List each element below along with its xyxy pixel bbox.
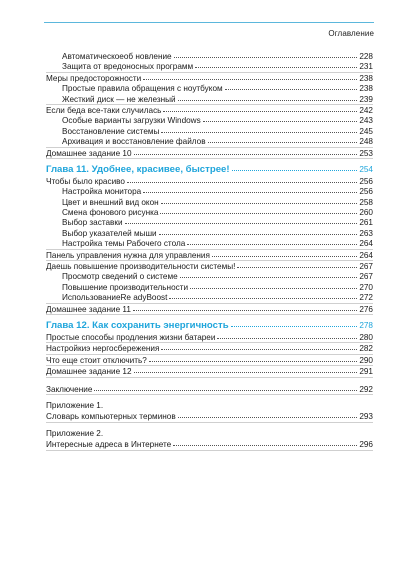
toc-entry-page: 272 bbox=[359, 293, 373, 303]
toc-entry-page: 254 bbox=[359, 164, 373, 174]
table-of-contents bbox=[46, 51, 373, 451]
dot-leader bbox=[163, 104, 357, 112]
dot-leader bbox=[212, 249, 357, 257]
dot-leader bbox=[161, 125, 357, 133]
toc-entry-title: Интересные адреса в Интернете bbox=[46, 440, 172, 450]
dot-leader bbox=[143, 185, 357, 193]
toc-entry-page: 280 bbox=[359, 332, 373, 342]
dot-leader bbox=[159, 227, 358, 235]
dot-leader bbox=[161, 196, 358, 204]
dot-leader bbox=[174, 50, 358, 58]
toc-entry-title: Простые способы продления жизни батареи bbox=[46, 332, 216, 342]
dot-leader bbox=[127, 175, 357, 183]
toc-appendix-heading: Приложение 1. bbox=[46, 400, 104, 410]
dot-leader bbox=[94, 383, 357, 391]
dot-leader bbox=[134, 365, 358, 373]
dot-leader bbox=[161, 342, 357, 350]
toc-entry-title: Даешь повышение производительности системы! bbox=[46, 262, 236, 272]
toc-entry-title: Простые правила обращения с ноутбуком bbox=[62, 84, 223, 94]
toc-entry-page: 260 bbox=[359, 208, 373, 218]
dot-leader bbox=[217, 331, 357, 339]
toc-entry[interactable] bbox=[46, 304, 373, 315]
toc-entry-title: Если беда все-таки случилась bbox=[46, 105, 162, 115]
dot-leader bbox=[160, 206, 357, 214]
toc-entry-title: Настройка монитора bbox=[62, 187, 142, 197]
toc-appendix-heading: Приложение 2. bbox=[46, 428, 104, 438]
toc-entry-title: Просмотр сведений о системе bbox=[62, 272, 178, 282]
toc-entry-page: 258 bbox=[359, 197, 373, 207]
toc-entry-page: 276 bbox=[359, 304, 373, 314]
toc-entry-page: 290 bbox=[359, 355, 373, 365]
toc-entry-title: Повышение производительности bbox=[62, 282, 189, 292]
toc-entry-page: 291 bbox=[359, 367, 373, 377]
toc-entry-title: Меры предосторожности bbox=[46, 73, 142, 83]
toc-entry[interactable] bbox=[46, 384, 373, 395]
toc-entry-title: Словарь компьютерных терминов bbox=[46, 412, 176, 422]
dot-leader bbox=[180, 270, 358, 278]
dot-leader bbox=[195, 60, 357, 68]
dot-leader bbox=[232, 163, 358, 171]
toc-entry[interactable] bbox=[46, 439, 373, 450]
toc-entry-page: 256 bbox=[359, 176, 373, 186]
toc-entry-page: 263 bbox=[359, 228, 373, 238]
toc-entry-page: 242 bbox=[359, 105, 373, 115]
toc-entry-title: Настройкиэ нергосбережения bbox=[46, 344, 160, 354]
toc-entry-title: Смена фонового рисунка bbox=[62, 208, 159, 218]
dot-leader bbox=[143, 72, 357, 80]
dot-leader bbox=[225, 82, 358, 90]
section-title: Оглавление bbox=[328, 29, 374, 38]
toc-entry-title: Защита от вредоносных программ bbox=[62, 62, 194, 72]
toc-entry-page: 267 bbox=[359, 272, 373, 282]
dot-leader bbox=[149, 354, 358, 362]
toc-entry-page: 256 bbox=[359, 187, 373, 197]
toc-entry-page: 238 bbox=[359, 84, 373, 94]
dot-leader bbox=[133, 303, 357, 311]
dot-leader bbox=[178, 410, 358, 418]
dot-leader bbox=[203, 114, 358, 122]
toc-entry-title: Выбор заставки bbox=[62, 218, 123, 228]
toc-entry-title: Цвет и внешний вид окон bbox=[62, 197, 159, 207]
dot-leader bbox=[208, 135, 358, 143]
toc-entry-page: 264 bbox=[359, 250, 373, 260]
toc-entry-page: 278 bbox=[359, 320, 373, 330]
toc-entry-title: Домашнее задание 12 bbox=[46, 367, 132, 377]
toc-entry-page: 245 bbox=[359, 126, 373, 136]
toc-entry-page: 270 bbox=[359, 282, 373, 292]
toc-entry-page: 231 bbox=[359, 62, 373, 72]
toc-entry-title: Особые варианты загрузки Windows bbox=[62, 116, 201, 126]
toc-entry-page: 296 bbox=[359, 440, 373, 450]
toc-entry-title: Архивация и восстановление файлов bbox=[62, 137, 206, 147]
toc-entry-title: Домашнее задание 11 bbox=[46, 304, 131, 314]
toc-entry-title: Выбор указателей мыши bbox=[62, 228, 157, 238]
header-rule bbox=[44, 22, 374, 23]
toc-entry-title: ИспользованиеRe adyBoost bbox=[62, 293, 168, 303]
toc-entry-page: 282 bbox=[359, 344, 373, 354]
dot-leader bbox=[134, 147, 358, 155]
toc-entry-page: 228 bbox=[359, 52, 373, 61]
dot-leader bbox=[173, 438, 357, 446]
toc-entry-page: 293 bbox=[359, 412, 373, 422]
dot-leader bbox=[169, 291, 357, 299]
toc-entry[interactable] bbox=[46, 411, 373, 422]
toc-chapter-title: Глава 12. Как сохранить энергичность bbox=[46, 319, 229, 331]
dot-leader bbox=[190, 281, 357, 289]
toc-entry-page: 243 bbox=[359, 116, 373, 126]
toc-entry-title: Автоматическоеоб новление bbox=[62, 52, 172, 61]
toc-entry-page: 253 bbox=[359, 148, 373, 158]
toc-entry-title: Жесткий диск — не железный bbox=[62, 94, 176, 104]
toc-entry-page: 248 bbox=[359, 137, 373, 147]
toc-entry-page: 238 bbox=[359, 73, 373, 83]
dot-leader bbox=[231, 319, 358, 327]
dot-leader bbox=[178, 93, 358, 101]
toc-entry-page: 264 bbox=[359, 239, 373, 249]
toc-entry-title: Заключение bbox=[46, 384, 93, 394]
dot-leader bbox=[187, 237, 357, 245]
toc-entry-title: Домашнее задание 10 bbox=[46, 148, 132, 158]
toc-entry-title: Панель управления нужна для управления bbox=[46, 250, 210, 260]
toc-entry-title: Настройка темы Рабочего стола bbox=[62, 239, 186, 249]
toc-entry-title: Что еще стоит отключить? bbox=[46, 355, 147, 365]
toc-entry-title: Чтобы было красиво bbox=[46, 176, 125, 186]
toc-entry-title: Восстановление системы bbox=[62, 126, 160, 136]
toc-entry-page: 261 bbox=[359, 218, 373, 228]
dot-leader bbox=[237, 260, 357, 268]
toc-entry[interactable] bbox=[46, 366, 373, 377]
dot-leader bbox=[125, 216, 358, 224]
toc-entry[interactable] bbox=[46, 148, 373, 159]
toc-entry-page: 292 bbox=[359, 384, 373, 394]
toc-chapter-title: Глава 11. Удобнее, красивее, быстрее! bbox=[46, 163, 230, 175]
toc-entry-page: 267 bbox=[359, 262, 373, 272]
toc-entry-page: 239 bbox=[359, 94, 373, 104]
